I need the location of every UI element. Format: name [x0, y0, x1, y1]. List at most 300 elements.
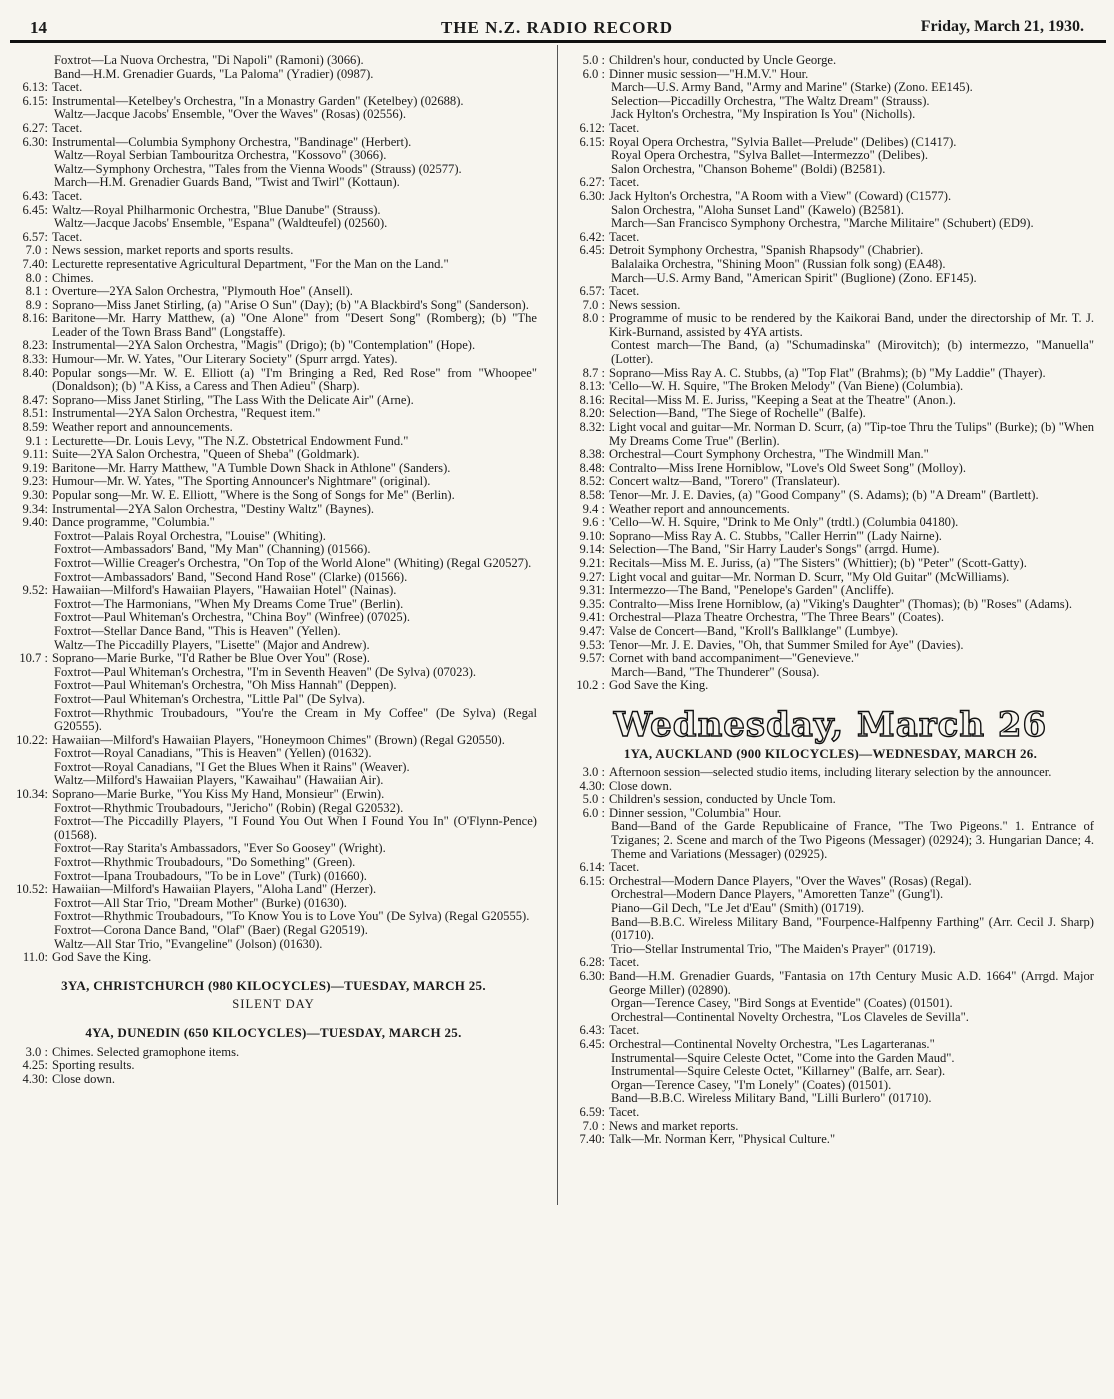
entry-time: 6.15: [579, 134, 605, 149]
programme-subitem: Balalaika Orchestra, "Shining Moon" (Russian folk song) (EA48). [611, 256, 946, 271]
programme-entry [10, 421, 537, 435]
entry-text: Instrumental—Columbia Symphony Orchestra, "Bandinage" (Herbert). [52, 134, 412, 149]
entry-text: Orchestral—Modern Dance Players, "Over the Waves" (Rosas) (Regal). [609, 873, 972, 888]
entry-time: 8.58: [579, 488, 605, 502]
programme-entry [10, 339, 537, 353]
programme-list-1ya [567, 766, 1094, 1147]
programme-entry [567, 516, 1094, 530]
entry-time: 11.0: [22, 950, 48, 965]
entry-time: 9.1 : [25, 433, 48, 448]
entry-text: Tacet. [52, 120, 83, 135]
entry-time: 7.0 : [582, 1118, 605, 1133]
entry-time: 9.53: [579, 637, 605, 652]
programme-subitem: Foxtrot—Rhythmic Troubadours, "You're the Cream in My Coffee" (De Sylva) (Regal G20555). [54, 705, 537, 734]
entry-time: 9.27: [579, 569, 605, 584]
entry-text: Lecturette—Dr. Louis Levy, "The N.Z. Obstetrical Endowment Fund." [52, 433, 409, 448]
entry-text: News session, market reports and sports results. [52, 243, 294, 258]
programme-entry [567, 448, 1094, 462]
station-heading-4ya: 4YA, DUNEDIN (650 KILOCYCLES)—TUESDAY, MARCH 25. [85, 1024, 462, 1040]
programme-entry [567, 639, 1094, 653]
entry-text: 'Cello—W. H. Squire, "Drink to Me Only" (trdtl.) (Columbia 04180). [609, 515, 959, 530]
page-number: 14 [30, 18, 47, 37]
entry-text: Close down. [52, 1071, 115, 1086]
entry-text: Light vocal and guitar—Mr. Norman D. Scurr, (a) "Tip-toe Thru the Tulips" (Burke); (b) "When My Dreams Come True" (Berlin). [609, 420, 1094, 448]
programme-subitem: Trio—Stellar Instrumental Trio, "The Maiden's Prayer" (01719). [611, 941, 936, 956]
entry-time: 6.0 : [582, 805, 605, 820]
entry-text: Tacet. [609, 229, 640, 244]
entry-text: Close down. [609, 778, 672, 793]
entry-time: 6.43: [22, 188, 48, 203]
entry-text: God Save the King. [52, 950, 152, 965]
programme-entry [567, 285, 1094, 299]
programme-entry [567, 54, 1094, 68]
programme-subitem: Orchestral—Continental Novelty Orchestra, "Los Claveles de Sevilla". [611, 1009, 969, 1024]
programme-entry [10, 95, 537, 109]
column-divider [557, 45, 558, 1205]
entry-time: 8.7 : [582, 365, 605, 380]
programme-entry [567, 807, 1094, 821]
programme-entry [10, 652, 537, 666]
entry-text: Weather report and announcements. [609, 501, 790, 516]
entry-time: 7.40: [22, 256, 48, 271]
entry-text: Orchestral—Continental Novelty Orchestra, "Les Lagarteranas." [609, 1036, 935, 1051]
entry-text: Suite—2YA Salon Orchestra, "Queen of Sheba" (Goldmark). [52, 447, 360, 462]
entry-text: Children's session, conducted by Uncle Tom. [609, 792, 836, 807]
programme-entry [567, 557, 1094, 571]
programme-subitem: Salon Orchestra, "Chanson Boheme" (Boldi) (B2581). [611, 161, 886, 176]
programme-entry [10, 516, 537, 530]
programme-subitem: Foxtrot—Ambassadors' Band, "My Man" (Channing) (01566). [54, 542, 371, 557]
entry-time: 9.30: [22, 488, 48, 502]
programme-entry [10, 81, 537, 95]
entry-time: 8.1 : [25, 284, 48, 299]
programme-subitem: March—U.S. Army Band, "American Spirit" (Buglione) (Zono. EF145). [611, 270, 977, 285]
entry-text: Concert waltz—Band, "Torero" (Translateur). [609, 474, 841, 489]
programme-subitem: March—Band, "The Thunderer" (Sousa). [611, 664, 820, 679]
programme-subitem: Waltz—Jacque Jacobs' Ensemble, "Espana" (Waldteufel) (02560). [54, 216, 388, 231]
entry-text: Instrumental—2YA Salon Orchestra, "Request item." [52, 406, 321, 421]
programme-entry [567, 571, 1094, 585]
programme-entry [567, 122, 1094, 136]
entry-text: Afternoon session—selected studio items, including literary selection by the announcer. [609, 765, 1052, 780]
programme-subitem: Foxtrot—The Harmonians, "When My Dreams Come True" (Berlin). [54, 596, 404, 611]
entry-text: Contralto—Miss Irene Horniblow, "Love's Old Sweet Song" (Molloy). [609, 460, 966, 475]
programme-entry [10, 244, 537, 258]
entry-time: 9.41: [579, 610, 605, 625]
programme-entry [10, 734, 537, 748]
entry-text: Waltz—Royal Philharmonic Orchestra, "Blue Danube" (Strauss). [52, 202, 381, 217]
programme-entry [567, 1120, 1094, 1134]
programme-subitem: Instrumental—Squire Celeste Octet, "Killarney" (Balfe, arr. Sear). [611, 1064, 946, 1079]
programme-entry [10, 258, 537, 272]
entry-text: News session. [609, 297, 681, 312]
masthead [0, 12, 1114, 42]
programme-entry [10, 231, 537, 245]
entry-time: 9.21: [579, 555, 605, 570]
entry-time: 10.2 : [576, 678, 605, 693]
programme-entry [567, 956, 1094, 970]
entry-text: Tenor—Mr. J. E. Davies, (a) "Good Company" (S. Adams); (b) "A Dream" (Bartlett). [609, 488, 1039, 502]
entry-time: 9.14: [579, 542, 605, 557]
programme-subitem: Waltz—Milford's Hawaiian Players, "Kawaihau" (Hawaiian Air). [54, 773, 384, 788]
station-heading-1ya: 1YA, AUCKLAND (900 KILOCYCLES)—WEDNESDAY, MARCH 26. [623, 745, 1038, 761]
entry-text: Tacet. [609, 1104, 640, 1119]
entry-text: Royal Opera Orchestra, "Sylvia Ballet—Prelude" (Delibes) (C1417). [609, 134, 957, 149]
entry-time: 9.47: [579, 623, 605, 638]
entry-time: 3.0 : [25, 1044, 48, 1059]
entry-time: 8.48: [579, 460, 605, 475]
entry-text: Band—H.M. Grenadier Guards, "Fantasia on 17th Century Music A.D. 1664" (Arrgd. Major George Miller) (02890). [609, 969, 1094, 997]
programme-subitem: Selection—Piccadilly Orchestra, "The Waltz Dream" (Strauss). [611, 93, 930, 108]
entry-time: 9.23: [22, 474, 48, 489]
entry-time: 7.40: [579, 1132, 605, 1147]
programme-subitem: Waltz—Royal Serbian Tambouritza Orchestra, "Kossovo" (3066). [54, 148, 387, 163]
programme-subitem: Foxtrot—Willie Creager's Orchestra, "On Top of the World Alone" (Whiting) (Regal G20527). [54, 555, 532, 570]
entry-text: Selection—Band, "The Siege of Rochelle" (Balfe). [609, 406, 866, 421]
entry-time: 4.30: [579, 778, 605, 793]
entry-time: 9.11: [22, 447, 48, 462]
entry-text: Baritone—Mr. Harry Matthew, "A Tumble Down Shack in Athlone" (Sanders). [52, 460, 451, 475]
entry-time: 9.4 : [582, 501, 605, 516]
programme-subitem: Foxtrot—La Nuova Orchestra, "Di Napoli" (Ramoni) (3066). [54, 53, 364, 67]
entry-time: 8.16: [579, 392, 605, 407]
programme-subitem: Foxtrot—Paul Whiteman's Orchestra, "China Boy" (Winfree) (07025). [54, 610, 410, 625]
entry-text: Soprano—Miss Ray A. C. Stubbs, "Caller Herrin'" (Lady Nairne). [609, 528, 942, 543]
entry-text: 'Cello—W. H. Squire, "The Broken Melody" (Van Biene) (Columbia). [609, 379, 964, 394]
entry-text: Tacet. [52, 80, 83, 95]
entry-time: 9.40: [22, 515, 48, 530]
entry-time: 6.12: [579, 120, 605, 135]
entry-time: 9.31: [579, 583, 605, 598]
programme-entry [10, 122, 537, 136]
entry-time: 6.13: [22, 80, 48, 95]
entry-text: God Save the King. [609, 678, 709, 693]
programme-entry [567, 244, 1094, 258]
programme-subitem: Waltz—Symphony Orchestra, "Tales from the Vienna Woods" (Strauss) (02577). [54, 161, 462, 176]
programme-subitem: Organ—Terence Casey, "I'm Lonely" (Coates) (01501). [611, 1077, 892, 1092]
programme-entry [10, 883, 537, 897]
programme-entry [10, 136, 537, 150]
entry-text: Instrumental—Ketelbey's Orchestra, "In a Monastry Garden" (Ketelbey) (02688). [52, 93, 464, 108]
entry-time: 6.14: [579, 860, 605, 875]
programme-subitem: Organ—Terence Casey, "Bird Songs at Eventide" (Coates) (01501). [611, 996, 953, 1011]
entry-text: Light vocal and guitar—Mr. Norman D. Scurr, "My Old Guitar" (McWilliams). [609, 569, 1010, 584]
entry-time: 8.13: [579, 379, 605, 394]
entry-time: 10.34: [16, 787, 48, 802]
programme-subitem: Band—H.M. Grenadier Guards, "La Paloma" (Yradier) (0987). [54, 66, 374, 81]
entry-text: Tacet. [609, 175, 640, 190]
entry-time: 10.22: [16, 732, 48, 747]
entry-time: 8.0 : [582, 311, 605, 326]
left-column [10, 54, 537, 1086]
entry-time: 6.0 : [582, 66, 605, 81]
programme-subitem: Band—B.B.C. Wireless Military Band, "Lilli Burlero" (01710). [611, 1091, 932, 1106]
entry-time: 6.30: [22, 134, 48, 149]
entry-time: 6.42: [579, 229, 605, 244]
entry-time: 8.20: [579, 406, 605, 421]
programme-entry [567, 312, 1094, 339]
entry-time: 5.0 : [582, 792, 605, 807]
entry-time: 8.38: [579, 447, 605, 462]
entry-time: 6.30: [579, 969, 605, 983]
programme-entry [567, 543, 1094, 557]
programme-subitem: Jack Hylton's Orchestra, "My Inspiration Is You" (Nicholls). [611, 107, 916, 122]
programme-entry [10, 353, 537, 367]
programme-subitem: Band—Band of the Garde Republicaine of France, "The Two Pigeons." 1. Entrance of Tziganes; 2. Scene and march of the Two Pigeons (Messager) (02924); 3. Hungarian Dance; 4. Theme and Variations (Messager) (02925). [611, 819, 1094, 861]
entry-time: 6.27: [22, 120, 48, 135]
entry-text: Dinner music session—"H.M.V." Hour. [609, 66, 809, 81]
entry-time: 9.19: [22, 460, 48, 475]
programme-entry [10, 435, 537, 449]
entry-time: 8.59: [22, 420, 48, 435]
entry-text: Tacet. [609, 955, 640, 970]
entry-time: 6.30: [579, 188, 605, 203]
entry-time: 8.23: [22, 338, 48, 353]
programme-entry [10, 1059, 537, 1073]
programme-entry [10, 394, 537, 408]
entry-time: 4.25: [22, 1058, 48, 1073]
entry-text: Chimes. [52, 270, 94, 285]
programme-entry [567, 380, 1094, 394]
programme-subitem: Foxtrot—Paul Whiteman's Orchestra, "I'm in Seventh Heaven" (De Sylva) (07023). [54, 664, 477, 679]
programme-entry [10, 503, 537, 517]
programme-subitem: Foxtrot—The Piccadilly Players, "I Found You Out When I Found You In" (O'Flynn-Pence) (01568). [54, 814, 537, 842]
programme-entry [10, 475, 537, 489]
entry-time: 9.35: [579, 596, 605, 611]
entry-text: Cornet with band accompaniment—"Genevieve." [609, 651, 860, 666]
programme-entry [10, 204, 537, 218]
day-banner: Wednesday, March 26 [613, 704, 1048, 745]
entry-time: 6.45: [22, 202, 48, 217]
entry-time: 8.32: [579, 420, 605, 435]
programme-entry [567, 462, 1094, 476]
entry-text: Soprano—Miss Janet Stirling, "The Lass With the Delicate Air" (Arne). [52, 392, 414, 407]
programme-entry [567, 367, 1094, 381]
right-column [567, 54, 1094, 1147]
programme-subitem: Piano—Gil Dech, "Le Jet d'Eau" (Smith) (01719). [611, 901, 865, 916]
programme-entry [567, 176, 1094, 190]
entry-time: 9.52: [22, 583, 48, 598]
programme-entry [10, 489, 537, 503]
entry-text: Tacet. [609, 284, 640, 299]
programme-entry [567, 1106, 1094, 1120]
entry-text: Detroit Symphony Orchestra, "Spanish Rhapsody" (Chabrier). [609, 243, 924, 258]
entry-time: 6.45: [579, 1036, 605, 1051]
entry-time: 8.9 : [25, 297, 48, 312]
programme-list-4ya [10, 1046, 537, 1087]
right-programme-list [567, 54, 1094, 693]
entry-time: 6.15: [579, 873, 605, 888]
programme-entry [567, 652, 1094, 666]
entry-time: 8.52: [579, 474, 605, 489]
programme-entry [567, 299, 1094, 313]
station-heading-3ya: 3YA, CHRISTCHURCH (980 KILOCYCLES)—TUESDAY, MARCH 25. [61, 977, 486, 993]
entry-time: 10.52: [16, 882, 48, 897]
entry-text: Humour—Mr. W. Yates, "Our Literary Society" (Spurr arrgd. Yates). [52, 352, 398, 367]
left-programme-list [10, 54, 537, 965]
entry-text: Weather report and announcements. [52, 420, 233, 435]
programme-entry [10, 285, 537, 299]
entry-time: 6.15: [22, 93, 48, 108]
entry-text: Instrumental—2YA Salon Orchestra, "Magis" (Drigo); (b) "Contemplation" (Hope). [52, 338, 476, 353]
programme-subitem: Waltz—All Star Trio, "Evangeline" (Jolson) (01630). [54, 936, 323, 951]
programme-entry [567, 136, 1094, 150]
programme-entry [567, 1038, 1094, 1052]
programme-entry [567, 766, 1094, 780]
programme-entry [567, 503, 1094, 517]
entry-time: 8.16: [22, 311, 48, 326]
publication-title: THE N.Z. RADIO RECORD [440, 18, 674, 37]
entry-text: Soprano—Marie Burke, "You Kiss My Hand, Monsieur" (Erwin). [52, 787, 385, 802]
programme-entry [567, 861, 1094, 875]
entry-time: 8.40: [22, 365, 48, 380]
programme-entry [567, 611, 1094, 625]
programme-subitem: Foxtrot—Rhythmic Troubadours, "To Know You is to Love You" (De Sylva) (Regal G20555). [54, 909, 530, 924]
programme-subitem: Foxtrot—Rhythmic Troubadours, "Jericho" (Robin) (Regal G20532). [54, 800, 404, 815]
programme-subitem: Foxtrot—Ambassadors' Band, "Second Hand Rose" (Clarke) (01566). [54, 569, 408, 584]
entry-text: Baritone—Mr. Harry Matthew, (a) "One Alone" from "Desert Song" (Romberg); (b) "The Leader of the Town Brass Band" (Longstaffe). [52, 311, 537, 339]
programme-entry [10, 299, 537, 313]
programme-subitem: March—U.S. Army Band, "Army and Marine" (Starke) (Zono. EE145). [611, 80, 973, 95]
entry-time: 6.27: [579, 175, 605, 190]
entry-text: Intermezzo—The Band, "Penelope's Garden" (Ancliffe). [609, 583, 895, 598]
programme-subitem: March—San Francisco Symphony Orchestra, "Marche Militaire" (Schubert) (ED9). [611, 216, 1034, 231]
programme-entry [567, 394, 1094, 408]
entry-text: Orchestral—Court Symphony Orchestra, "The Windmill Man." [609, 447, 929, 462]
entry-text: Orchestral—Plaza Theatre Orchestra, "The Three Bears" (Coates). [609, 610, 945, 625]
entry-time: 8.0 : [25, 270, 48, 285]
entry-time: 8.33: [22, 352, 48, 367]
programme-entry [567, 793, 1094, 807]
entry-text: Lecturette representative Agricultural Department, "For the Man on the Land." [52, 256, 449, 271]
entry-text: Tacet. [52, 229, 83, 244]
entry-time: 7.0 : [25, 243, 48, 258]
entry-time: 7.0 : [582, 297, 605, 312]
programme-entry [10, 1073, 537, 1087]
programme-entry [567, 875, 1094, 889]
programme-entry [567, 489, 1094, 503]
entry-text: Tacet. [609, 120, 640, 135]
programme-subitem: Foxtrot—All Star Trio, "Dream Mother" (Burke) (01630). [54, 895, 347, 910]
silent-day-label: SILENT DAY [232, 997, 315, 1012]
programme-subitem: Salon Orchestra, "Aloha Sunset Land" (Kawelo) (B2581). [611, 202, 904, 217]
programme-subitem: Foxtrot—Paul Whiteman's Orchestra, "Little Pal" (De Sylva). [54, 691, 366, 706]
programme-subitem: Foxtrot—Palais Royal Orchestra, "Louise" (Whiting). [54, 528, 326, 543]
entry-text: Tenor—Mr. J. E. Davies, "Oh, that Summer Smiled for Aye" (Davies). [609, 637, 964, 652]
programme-entry [10, 367, 537, 394]
programme-subitem: Foxtrot—Paul Whiteman's Orchestra, "Oh Miss Hannah" (Deppen). [54, 678, 397, 693]
entry-text: Soprano—Miss Ray A. C. Stubbs, (a) "Top Flat" (Brahms); (b) "My Laddie" (Thayer). [609, 365, 1046, 380]
entry-text: Children's hour, conducted by Uncle George. [609, 53, 837, 67]
programme-subitem: Royal Opera Orchestra, "Sylva Ballet—Intermezzo" (Delibes). [611, 148, 928, 163]
entry-time: 6.28: [579, 955, 605, 970]
entry-text: Tacet. [609, 860, 640, 875]
programme-subitem: Foxtrot—Royal Canadians, "I Get the Blues When it Rains" (Weaver). [54, 759, 410, 774]
entry-time: 6.59: [579, 1104, 605, 1119]
header-rule [10, 40, 1106, 43]
entry-text: Programme of music to be rendered by the Kaikorai Band, under the directorship of Mr. T. J. Kirk-Burnand, assisted by 4YA artists. [609, 311, 1094, 339]
programme-entry [567, 970, 1094, 997]
programme-entry [567, 780, 1094, 794]
entry-text: Popular songs—Mr. W. E. Elliott (a) "I'm Bringing a Red, Red Rose" from "Whoopee" (Donaldson); (b) "A Kiss, a Caress and Then Adieu" (Sharp). [52, 365, 537, 394]
programme-entry [10, 788, 537, 802]
programme-entry [567, 625, 1094, 639]
programme-entry [10, 312, 537, 339]
programme-entry [567, 421, 1094, 448]
programme-subitem: Orchestral—Modern Dance Players, "Amoretten Tanze" (Gung'l). [611, 887, 944, 902]
entry-time: 6.43: [579, 1023, 605, 1038]
entry-time: 6.57: [579, 284, 605, 299]
entry-text: Instrumental—2YA Salon Orchestra, "Destiny Waltz" (Baynes). [52, 501, 375, 516]
entry-time: 8.51: [22, 406, 48, 421]
programme-subitem: Foxtrot—Ray Starita's Ambassadors, "Ever So Goosey" (Wright). [54, 841, 386, 856]
entry-time: 5.0 : [582, 53, 605, 67]
entry-text: Recitals—Miss M. E. Juriss, (a) "The Sisters" (Whittier); (b) "Peter" (Scott-Gatty). [609, 555, 1027, 570]
programme-entry [567, 190, 1094, 204]
programme-entry [567, 1133, 1094, 1147]
programme-subitem: March—H.M. Grenadier Guards Band, "Twist and Twirl" (Kottaun). [54, 175, 400, 190]
entry-time: 3.0 : [582, 765, 605, 780]
programme-subitem: Foxtrot—Rhythmic Troubadours, "Do Something" (Green). [54, 855, 356, 870]
entry-time: 4.30: [22, 1071, 48, 1086]
entry-text: Tacet. [609, 1023, 640, 1038]
entry-text: Hawaiian—Milford's Hawaiian Players, "Honeymoon Chimes" (Brown) (Regal G20550). [52, 732, 505, 747]
entry-text: Valse de Concert—Band, "Kroll's Ballklange" (Lumbye). [609, 623, 899, 638]
programme-entry [10, 272, 537, 286]
entry-text: Sporting results. [52, 1058, 135, 1073]
entry-text: Humour—Mr. W. Yates, "The Sporting Announcer's Nightmare" (original). [52, 474, 431, 489]
entry-text: Jack Hylton's Orchestra, "A Room with a View" (Coward) (C1577). [609, 188, 952, 203]
entry-text: Soprano—Marie Burke, "I'd Rather be Blue Over You" (Rose). [52, 651, 370, 666]
programme-entry [10, 190, 537, 204]
entry-text: News and market reports. [609, 1118, 739, 1133]
programme-entry [10, 951, 537, 965]
entry-text: Dance programme, "Columbia." [52, 515, 215, 530]
programme-entry [567, 584, 1094, 598]
entry-time: 9.57: [579, 651, 605, 666]
entry-text: Hawaiian—Milford's Hawaiian Players, "Aloha Land" (Herzer). [52, 882, 377, 897]
programme-entry [10, 448, 537, 462]
programme-entry [567, 679, 1094, 693]
entry-text: Popular song—Mr. W. E. Elliott, "Where is the Song of Songs for Me" (Berlin). [52, 488, 455, 502]
entry-time: 9.6 : [582, 515, 605, 530]
programme-entry [10, 1046, 537, 1060]
entry-text: Soprano—Miss Janet Stirling, (a) "Arise O Sun" (Day); (b) "A Blackbird's Song" (Sanderson). [52, 297, 529, 312]
entry-time: 6.45: [579, 243, 605, 258]
programme-entry [10, 462, 537, 476]
entry-text: Hawaiian—Milford's Hawaiian Players, "Hawaiian Hotel" (Nainas). [52, 583, 397, 598]
programme-entry [10, 584, 537, 598]
programme-entry [567, 68, 1094, 82]
programme-entry [567, 1024, 1094, 1038]
entry-time: 6.57: [22, 229, 48, 244]
entry-time: 9.34: [22, 501, 48, 516]
programme-entry [10, 407, 537, 421]
entry-text: Selection—The Band, "Sir Harry Lauder's Songs" (arrgd. Hume). [609, 542, 940, 557]
entry-text: Dinner session, "Columbia" Hour. [609, 805, 782, 820]
entry-text: Recital—Miss M. E. Juriss, "Keeping a Seat at the Theatre" (Anon.). [609, 392, 956, 407]
entry-text: Talk—Mr. Norman Kerr, "Physical Culture." [609, 1132, 836, 1147]
programme-entry [567, 407, 1094, 421]
programme-subitem: Foxtrot—Royal Canadians, "This is Heaven" (Yellen) (01632). [54, 746, 372, 761]
entry-time: 8.47: [22, 392, 48, 407]
entry-time: 10.7 : [19, 651, 48, 666]
issue-date: Friday, March 21, 1930. [920, 18, 1084, 35]
programme-subitem: Foxtrot—Ipana Troubadours, "To be in Love" (Turk) (01660). [54, 868, 367, 883]
programme-entry [567, 231, 1094, 245]
programme-subitem: Foxtrot—Corona Dance Band, "Olaf" (Baer) (Regal G20519). [54, 923, 368, 937]
programme-subitem: Band—B.B.C. Wireless Military Band, "Fourpence-Halfpenny Farthing" (Arr. Cecil J. Sharp) (01710). [611, 914, 1094, 943]
